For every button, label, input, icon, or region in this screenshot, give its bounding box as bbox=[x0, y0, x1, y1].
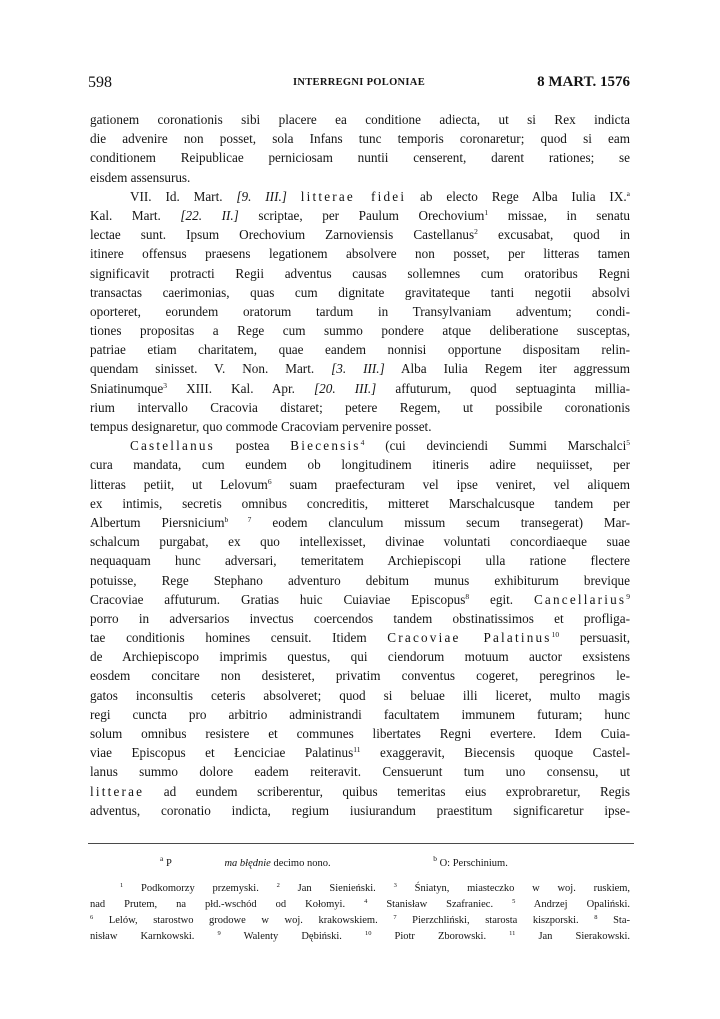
text-line: schalcum purgabat, ex quo intellexisset, divinae voluntati concordiaeque suae bbox=[90, 534, 630, 550]
critical-apparatus bbox=[160, 854, 600, 869]
text-line: eisdem assensurus. bbox=[90, 169, 191, 185]
footnote-divider bbox=[88, 843, 634, 844]
text-line: tiones propositas a Rege cum summo pondere atque deliberatione susceptas, bbox=[90, 323, 630, 339]
text-line: itinere offensus praesens legationem absolvere non posset, per litteras tamen bbox=[90, 246, 630, 262]
text-line: gationem coronationis sibi placere ea conditione adiecta, ut si Rex indicta bbox=[90, 112, 630, 127]
text-line: potuisse, Rege Stephano adventuro debitum munus exhibiturum brevique bbox=[90, 572, 630, 588]
apparatus-note-b: $^b$ O: Perschinium. bbox=[433, 854, 508, 869]
text-line: VII. Id. Mart. [9. III.] litterae fidei ab electo Rege Alba Iulia IX.$^a$ bbox=[130, 188, 630, 204]
text-line: viae Episcopus et Łenciciae Palatinus$^{11}$ exaggeravit, Biecensis quoque Castel- bbox=[90, 745, 630, 761]
text-line: cura mandata, cum eundem ob longitudinem itineris adire nequiisset, per bbox=[90, 457, 630, 473]
text-line: patriae etiam charitatem, quae eandem nonnisi opportune dispositam relin- bbox=[90, 342, 630, 358]
text-line: tempus designaretur, quo commode Cracoviam pervenire posset. bbox=[90, 419, 432, 434]
text-line: die advenire non posset, sola Infans tunc temporis coronaretur; quod si eam bbox=[90, 131, 630, 147]
text-line: Sniatinumque$^3$ XIII. Kal. Apr. [20. III.] affuturum, quod septuaginta millia- bbox=[90, 380, 630, 396]
text-line: gatos inconsultis ceteris absolveret; quod si beluae illi liceret, multo magis bbox=[90, 687, 630, 703]
text-line: conditionem Reipublicae perniciosam nuntii censerent, darent rationes; se bbox=[90, 150, 630, 166]
running-header bbox=[88, 74, 630, 94]
footnote-line: nisław Karnkowski. $^9$ Walenty Dębiński. $^{10}$ Piotr Zborowski. $^{11}$ Jan Sierakowski. bbox=[90, 930, 631, 942]
text-line: tae conditionis homines censuit. Itidem Cracoviae Palatinus$^{10}$ persuasit, bbox=[90, 630, 631, 646]
footnotes bbox=[90, 881, 630, 945]
text-line: oporteret, eorundem oratorum tardum in Transylvaniam adventum; condi- bbox=[90, 303, 630, 319]
text-line: Cracoviae affuturum. Gratias huic Cuiaviae Episcopus$^8$ egit. Cancellarius$^9$ bbox=[90, 591, 630, 607]
text-line: eosdem concitare non desisteret, privatim conventus cogeret, peregrinos le- bbox=[90, 668, 630, 684]
text-line: significavit protracti Regii adventus causas sollemnes cum oratoribus Regni bbox=[90, 265, 630, 281]
footnote-line: $^6$ Lelów, starostwo grodowe w woj. krakowskiem. $^7$ Pierzchliński, starosta kiszporski. $^8$ Sta- bbox=[90, 914, 631, 926]
header-date: 8 MART. 1576 bbox=[537, 74, 630, 90]
text-line: Albertum Piersnicium$^{b 7}$ eodem clanculum missum secum transegerat) Mar- bbox=[90, 514, 631, 530]
text-line: lectae sunt. Ipsum Orechovium Zarnoviensis Castellanus$^2$ excusabat, quod in bbox=[90, 227, 630, 243]
footnote-line: $^1$ Podkomorzy przemyski. $^2$ Jan Sienieński. $^3$ Śniatyn, miasteczko w woj. ruskiem, bbox=[120, 882, 631, 894]
page-number: 598 bbox=[88, 74, 112, 91]
text-line: Castellanus postea Biecensis$^4$ (cui devinciendi Summi Marschalci$^5$ bbox=[130, 438, 631, 454]
text-line: litterae ad eundem scriberentur, quibus temeritas eius exprobraretur, Regis bbox=[90, 783, 631, 799]
text-line: de Archiepiscopo imprimis questus, qui ciendorum motuum auctor exsistens bbox=[90, 649, 630, 665]
main-text bbox=[90, 110, 630, 820]
text-line: regi cuncta pro arbitrio administrandi facultatem immunem futuram; hunc bbox=[90, 706, 630, 722]
text-line: ex intimis, secretis omnibus concreditis, mitteret Marschalcusque tandem per bbox=[90, 495, 630, 511]
running-title: INTERREGNI POLONIAE bbox=[292, 77, 425, 88]
footnote-line: nad Prutem, na płd.-wschód od Kołomyi. $^4$ Stanisław Szafraniec. $^5$ Andrzej Opaliński. bbox=[90, 898, 631, 910]
text-line: rium intervallo Cracovia distaret; petere Regem, ut possibile coronationis bbox=[90, 399, 630, 415]
text-line: transactas caerimonias, quas cum dignitate gravitateque tanti negotii absolvi bbox=[90, 284, 630, 300]
text-line: solum omnibus resistere et communes libertates Regni evertere. Idem Cuia- bbox=[90, 726, 630, 741]
text-line: quendam sinisset. V. Non. Mart. [3. III.] Alba Iulia Regem iter aggressum bbox=[90, 361, 630, 377]
text-line: Kal. Mart. [22. II.] scriptae, per Paulum Orechovium$^1$ missae, in senatu bbox=[90, 207, 630, 223]
text-line: adventus, coronatio indicta, regium iusiurandum praestitum significaretur ipse- bbox=[90, 802, 630, 818]
text-line: nequaquam hunc adversari, temeritatem Archiepiscopi ulla ratione flectere bbox=[90, 553, 630, 569]
text-line: lanus summo dolore eadem reiteravit. Censuerunt tum uno consensu, ut bbox=[90, 764, 630, 780]
text-line: porro in adversarios invectus coercendos tandem obstinatissimos et profliga- bbox=[90, 610, 630, 626]
text-line: litteras petiit, ut Lelovum$^6$ suam praefecturam vel ipse veniret, vel aliquem bbox=[90, 476, 631, 492]
apparatus-note-a: $^a$ P ma błędnie decimo nono. bbox=[160, 854, 331, 869]
